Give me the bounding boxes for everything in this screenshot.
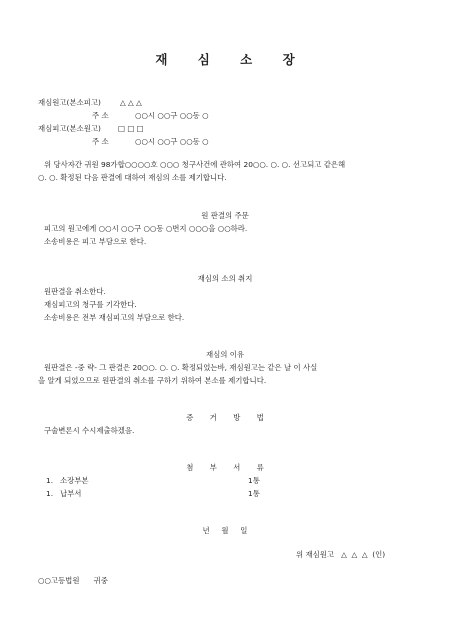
section-heading: 증 거 방 법 (186, 413, 271, 422)
signature-line: 위 재심원고 △ △ △ (인) (296, 550, 386, 559)
section-heading: 재심의 소의 취지 (197, 274, 253, 283)
section-heading: 원 판결의 주문 (201, 211, 249, 220)
body-line: 재심피고의 청구를 기각한다. (44, 300, 137, 309)
attachment-number: 1. (46, 476, 54, 485)
party-label: 주 소 (92, 137, 109, 146)
section-heading: 첨 부 서 류 (186, 463, 271, 472)
party-value: ○○시 ○○구 ○○동 ○ (135, 111, 209, 120)
intro-line: ○. ○. 확정된 다음 판결에 대하여 재심의 소를 제기합니다. (38, 173, 227, 182)
court-addressee: ○○고등법원 귀중 (38, 576, 108, 585)
body-line: 구술변론시 수시제출하겠음. (44, 426, 135, 435)
attachment-count: 1통 (248, 489, 260, 498)
party-label: 재심피고(본소원고) (38, 124, 101, 133)
section-heading: 재심의 이유 (205, 350, 245, 359)
document-title: 재 심 소 장 (155, 52, 308, 67)
body-line: 을 알게 되었으므로 원판결의 취소를 구하기 위하여 본소를 제기합니다. (38, 376, 267, 385)
party-value: △ △ △ (120, 98, 142, 107)
attachment-count: 1통 (248, 476, 260, 485)
date-line: 년 월 일 (202, 526, 248, 535)
party-value: □ □ □ (118, 124, 144, 133)
body-line: 원판결을 취소한다. (44, 287, 106, 296)
body-line: 소송비용은 전부 재심피고의 부담으로 한다. (44, 313, 185, 322)
attachment-name: 소장부본 (60, 476, 89, 485)
party-label: 주 소 (92, 111, 109, 120)
body-line: 소송비용은 피고 부담으로 한다. (44, 237, 147, 246)
intro-line: 위 당사자간 귀원 98가합○○○○호 ○○○ 청구사건에 관하여 20○○. ○. ○. 선고되고 같은해 (44, 160, 346, 169)
attachment-name: 납부서 (60, 489, 82, 498)
attachment-number: 1. (46, 489, 54, 498)
party-value: ○○시 ○○구 ○○동 ○ (135, 137, 209, 146)
party-label: 재심원고(본소피고) (38, 98, 101, 107)
body-line: 피고의 원고에게 ○○시 ○○구 ○○동 ○번지 ○○○을 ○○하라. (44, 224, 248, 233)
body-line: 원판결은 -중 략- 그 판결은 20○○. ○. ○. 확정되었는바, 재심원고는 같은 날 이 사실 (44, 363, 318, 372)
